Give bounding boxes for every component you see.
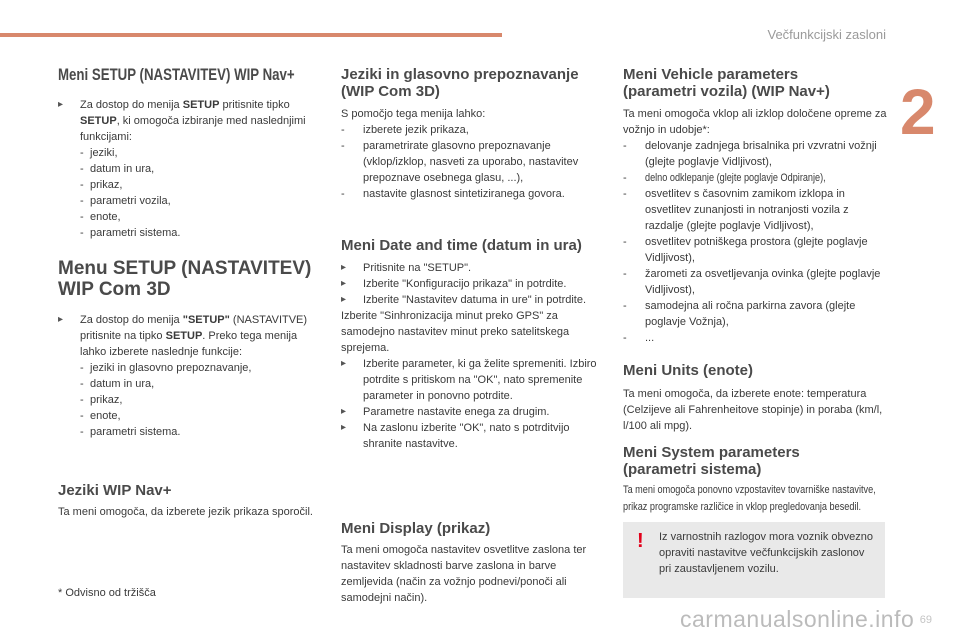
arrow-bullet-icon: ▸ — [341, 422, 347, 433]
list-item: - jeziki, — [80, 147, 118, 159]
list-item: - parametrirate glasovno prepoznavanje (vklop/izklop, nasveti za uporabo, nastavitev prepoznave osebnega glasu, ...), — [341, 140, 579, 184]
warning-text: Iz varnostnih razlogov mora voznik obvezno opraviti nastavitve večfunkcijskih zaslonov pri zaustavljenem vozilu. — [659, 531, 873, 575]
languages-nav-text: Ta meni omogoča, da izberete jezik prikaza sporočil. — [58, 506, 313, 518]
arrow-bullet-icon: ▸ — [341, 406, 347, 417]
page-number: 69 — [919, 614, 932, 626]
list-item: ▸ Parametre nastavite enega za drugim. — [341, 406, 550, 418]
list-item: - enote, — [80, 211, 121, 223]
list-item: - prikaz, — [80, 179, 123, 191]
list-item: - datum in ura, — [80, 163, 155, 175]
heading-system-parameters: Meni System parameters (parametri sistema) — [623, 444, 800, 478]
heading-date-time: Meni Date and time (datum in ura) — [341, 237, 582, 254]
list-item: - izberete jezik prikaza, — [341, 124, 469, 136]
list-item: - enote, — [80, 410, 121, 422]
warning-icon: ! — [637, 530, 644, 552]
list-item: ▸ Izberite "Konfiguracijo prikaza" in potrdite. — [341, 278, 567, 290]
arrow-bullet-icon: ▸ — [341, 294, 347, 305]
list-item: ▸ Izberite parameter, ki ga želite spremeniti. Izbiro potrdite s pritiskom na "OK", nato spremenite parameter in ponovno potrdite. — [341, 358, 597, 402]
list-item: - datum in ura, — [80, 378, 155, 390]
list-item: - parametri sistema. — [80, 227, 181, 239]
list-item: - nastavite glasnost sintetiziranega govora. — [341, 188, 565, 200]
display-text: Ta meni omogoča nastavitev osvetlitve zaslona ter nastavitev skladnosti barve zaslona in barve zemljevida (način za vožnjo podnevi/ponoči ali samodejni način). — [341, 544, 587, 604]
list-item: - ... — [623, 332, 655, 344]
heading-setup-com3d: Menu SETUP (NASTAVITEV) WIP Com 3D — [58, 258, 312, 300]
setup-com3d-intro: ▸ Za dostop do menija "SETUP" (NASTAVITVE) pritisnite na tipko SETUP. Preko tega menija lahko izberete naslednje funkcije: - jeziki in glasovno prepoznavanje, - datum in ura, - prikaz, - enote, - parametri sistema. — [58, 312, 323, 440]
arrow-bullet-icon: ▸ — [58, 314, 64, 325]
list-item: ▸ Na zaslonu izberite "OK", nato s potrditvijo shranite nastavitve. — [341, 422, 570, 450]
list-item: - parametri sistema. — [80, 426, 181, 438]
list-item: - osvetlitev s časovnim zamikom izklopa in osvetlitev zunanjosti in notranjosti vozila z razdalje (glejte poglavje Vidljivost), — [623, 188, 849, 232]
arrow-bullet-icon: ▸ — [58, 99, 64, 110]
heading-languages-nav: Jeziki WIP Nav+ — [58, 482, 172, 499]
chapter-number: 2 — [900, 76, 936, 148]
list-item: - delno odklepanje (glejte poglavje Odpiranje), — [623, 172, 826, 184]
list-item: - jeziki in glasovno prepoznavanje, — [80, 362, 252, 374]
section-title: Večfunkcijski zasloni — [767, 27, 886, 42]
arrow-bullet-icon: ▸ — [341, 262, 347, 273]
list-item: - samodejna ali ročna parkirna zavora (glejte poglavje Vožnja), — [623, 300, 856, 328]
list-item: - osvetlitev potniškega prostora (glejte poglavje Vidljivost), — [623, 236, 868, 264]
list-item: - delovanje zadnjega brisalnika pri vzvratni vožnji (glejte poglavje Vidljivost), — [623, 140, 877, 168]
system-parameters-text: Ta meni omogoča ponovno vzpostavitev tovarniške nastavitve, prikaz programske različice in vklop pregledovanja besedil. — [623, 484, 876, 513]
units-text: Ta meni omogoča, da izberete enote: temperatura (Celzijeve ali Fahrenheitove stopinje) in poraba (km/l, l/100 ali mpg). — [623, 388, 883, 432]
footnote: * Odvisno od tržišča — [58, 587, 156, 599]
date-time-body: ▸ Pritisnite na "SETUP". ▸ Izberite "Konfiguracijo prikaza" in potrdite. ▸ Izberite "Nastavitev datuma in ure" in potrdite. Izberite "Sinhronizacija minut preko GPS" za samodejno nastavitev minut preko satelitskega sprejema. ▸ Izberite parameter, ki ga želite spremeniti. Izbiro potrdite s pritiskom na "OK", nato spremenite parameter in ponovno potrdite. ▸ Parametre nastavite enega za drugim. ▸ Na zaslonu izberite "OK", nato s potrditvijo shranite nastavitve. — [341, 260, 606, 452]
heading-vehicle-parameters: Meni Vehicle parameters (parametri vozila) (WIP Nav+) — [623, 66, 830, 100]
list-item: - parametri vozila, — [80, 195, 171, 207]
list-item: ▸ Izberite "Nastavitev datuma in ure" in potrdite. — [341, 294, 587, 306]
list-item: - žarometi za osvetljevanja ovinka (glejte poglavje Vidljivost), — [623, 268, 881, 296]
arrow-bullet-icon: ▸ — [341, 358, 347, 369]
vehicle-parameters-body: Ta meni omogoča vklop ali izklop določene opreme za vožnjo in udobje*: - delovanje zadnjega brisalnika pri vzvratni vožnji (glejte poglavje Vidljivost), - delno odklepanje (glejte poglavje Odpiranje), - osvetlitev s časovnim zamikom izklopa in osvetlitev zunanjosti in notranjosti vozila z razdalje (glejte poglavje Vidljivost), - osvetlitev potniškega prostora (glejte poglavje Vidljivost), - žarometi za osvetljevanja ovinka (glejte poglavje Vidljivost), - samodejna ali ročna parkirna zavora (glejte poglavje Vožnja), - ... — [623, 108, 887, 344]
watermark: carmanualsonline.info — [680, 606, 915, 632]
list-item: ▸ Pritisnite na "SETUP". — [341, 262, 472, 274]
heading-languages-voice: Jeziki in glasovno prepoznavanje (WIP Com 3D) — [341, 66, 579, 100]
heading-display: Meni Display (prikaz) — [341, 520, 491, 537]
heading-units: Meni Units (enote) — [623, 362, 753, 379]
header-accent-bar — [0, 33, 502, 37]
arrow-bullet-icon: ▸ — [341, 278, 347, 289]
safety-warning-box — [623, 522, 885, 598]
list-item: - prikaz, — [80, 394, 123, 406]
languages-voice-body: S pomočjo tega menija lahko: - izberete jezik prikaza, - parametrirate glasovno prepoznavanje (vklop/izklop, nasveti za uporabo, nastavitev prepoznave osebnega glasu, ...), - nastavite glasnost sintetiziranega govora. — [341, 106, 606, 202]
heading-setup-nav: Meni SETUP (NASTAVITEV) WIP Nav+ — [58, 65, 295, 84]
setup-nav-intro: ▸ Za dostop do menija SETUP pritisnite tipko SETUP, ki omogoča izbiranje med naslednjimi funkcijami: - jeziki, - datum in ura, - prikaz, - parametri vozila, - enote, - parametri sistema. — [58, 97, 323, 241]
